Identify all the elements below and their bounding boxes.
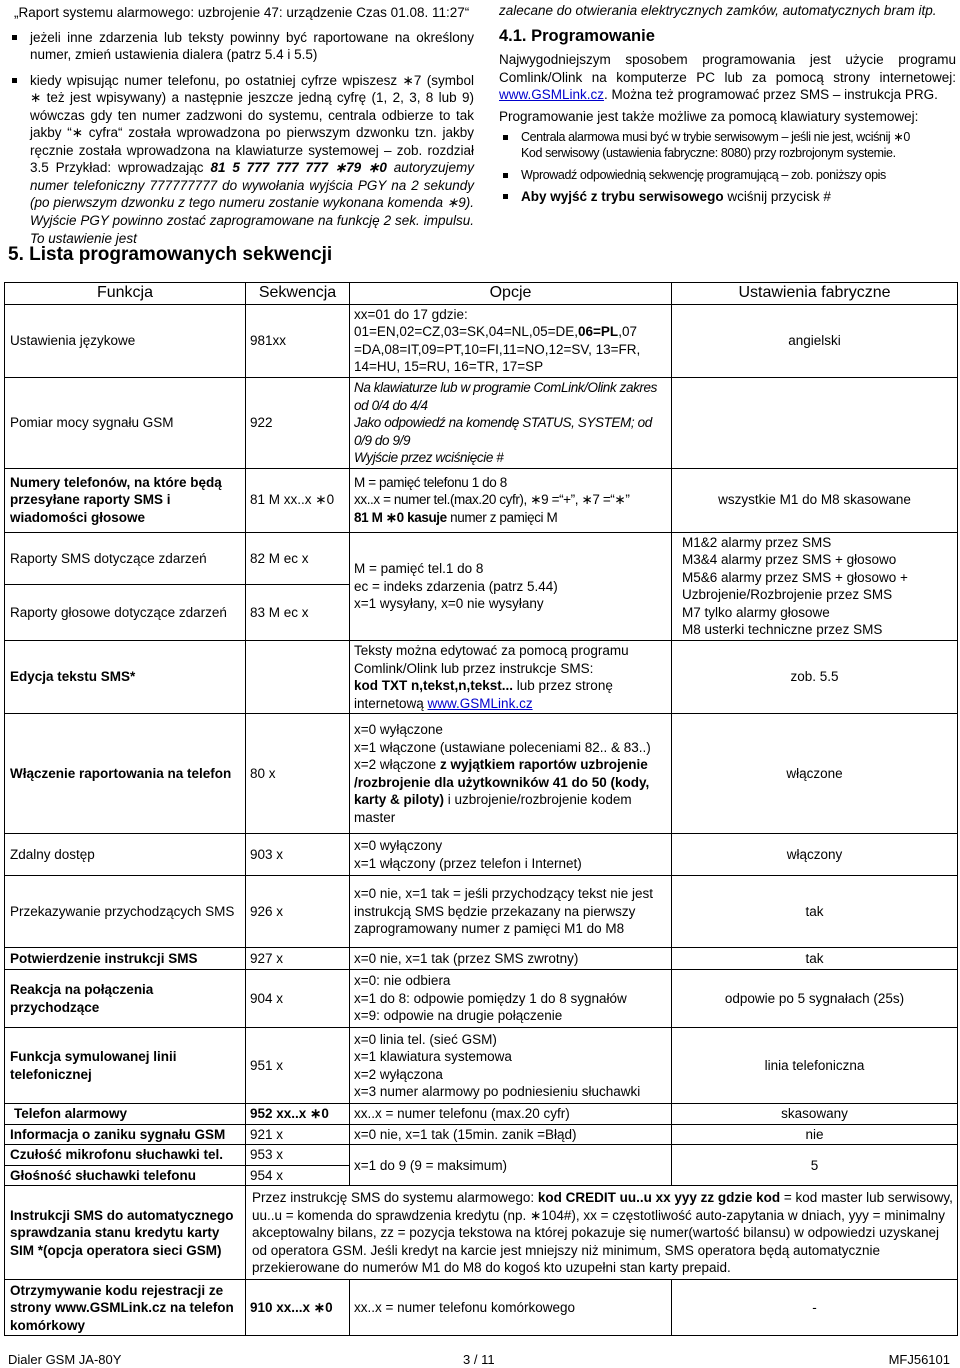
function-cell: Przekazywanie przychodzących SMS (5, 876, 246, 948)
factory-cell (672, 377, 958, 468)
table-row (5, 532, 958, 584)
option-line: x=0 wyłączone (354, 722, 443, 738)
table-header-row (5, 283, 958, 305)
table-row (5, 1124, 958, 1145)
sequence-cell: 81 M xx..x ∗0 (246, 468, 350, 532)
bullet-list (8, 29, 474, 248)
table-row (5, 468, 958, 532)
column-header: Ustawienia fabryczne (672, 283, 958, 305)
function-cell: Reakcja na połączenia przychodzące (5, 970, 246, 1028)
option-line: xx..x = numer tel.(max.20 cyfr), ∗9 =“+”, ∗7 =“∗” (354, 492, 630, 508)
right-column (499, 2, 956, 210)
sequences-table (4, 282, 958, 1336)
column-header: Sekwencja (246, 283, 350, 305)
example-code: 81 5 777 777 777 ∗79 ∗0 (210, 160, 387, 176)
section-title: 5. Lista programowanych sekwencji (8, 244, 333, 265)
footer-right: MFJ56101 (888, 1352, 950, 1367)
option-line: x=1 włączony (przez telefon i Internet) (354, 855, 582, 871)
options-cell (350, 377, 672, 468)
factory-cell: odpowie po 5 sygnałach (25s) (672, 970, 958, 1028)
factory-line: M1&2 alarmy przez SMS (682, 534, 832, 550)
sequence-cell: 953 x (246, 1145, 350, 1166)
option-line: Wyjście przez wciśnięcie # (354, 450, 504, 466)
factory-cell: 5 (672, 1145, 958, 1186)
function-cell: Czułość mikrofonu słuchawki tel. (5, 1145, 246, 1166)
function-cell: Zdalny dostęp (5, 834, 246, 876)
factory-line: M7 tylko alarmy głosowe (682, 604, 830, 620)
options-cell (350, 532, 672, 640)
paragraph: Programowanie jest także możliwe za pomocą klawiatury systemowej: (499, 108, 919, 124)
options-cell (350, 641, 672, 714)
option-line: x=1 włączone (ustawiane poleceniami 82.. & 83..) (354, 739, 651, 755)
list-item (499, 188, 956, 206)
paragraph-text: Najwygodniejszym sposobem programowania jest użycie programu Comlink/Olink na komputerze PC lub za pomocą strony internetowej: (499, 51, 956, 85)
factory-cell: tak (672, 876, 958, 948)
factory-cell (672, 532, 958, 640)
factory-cell: wszystkie M1 do M8 skasowane (672, 468, 958, 532)
option-line: x=2 włączone (354, 757, 440, 773)
function-cell: Edycja tekstu SMS* (5, 641, 246, 714)
table-row (5, 1104, 958, 1125)
sequence-cell: 80 x (246, 714, 350, 834)
footer-left: Dialer GSM JA-80Y (8, 1352, 122, 1367)
sequence-cell: 951 x (246, 1028, 350, 1104)
factory-cell: tak (672, 948, 958, 970)
sequence-cell (246, 641, 350, 714)
factory-line: M3&4 alarmy przez SMS + głosowo (682, 552, 897, 568)
column-header: Opcje (350, 283, 672, 305)
table-row (5, 970, 958, 1028)
function-cell: Potwierdzenie instrukcji SMS (5, 948, 246, 970)
continued-quote: „Raport systemu alarmowego: uzbrojenie 47: urządzenie Czas 01.08. 11:27“ (14, 5, 470, 20)
option-line: M = pamięć telefonu 1 do 8 (354, 474, 507, 490)
page-number: 3 / 11 (463, 1352, 495, 1367)
table-row (5, 714, 958, 834)
option-line: Przez instrukcję SMS do systemu alarmowego: (252, 1190, 538, 1205)
function-cell: Raporty głosowe dotyczące zdarzeń (5, 584, 246, 640)
function-cell: Głośność słuchawki telefonu (5, 1165, 246, 1186)
table-row (5, 1145, 958, 1166)
factory-cell: angielski (672, 304, 958, 377)
table-row (5, 948, 958, 970)
list-item-subtext: Kod serwisowy (ustawienia fabryczne: 8080) przy rozbrojonym systemie. (521, 146, 896, 161)
list-item-text: wciśnij przycisk # (723, 188, 831, 204)
factory-line: M8 usterki techniczne przez SMS (682, 622, 883, 638)
options-cell (350, 970, 672, 1028)
factory-cell: skasowany (672, 1104, 958, 1125)
option-line: numer z pamięci M (446, 509, 558, 525)
table-row (5, 641, 958, 714)
option-line-bold: kod CREDIT uu..u xx yyy zz gdzie kod (537, 1190, 781, 1205)
sequence-cell: 921 x (246, 1124, 350, 1145)
function-cell: Informacja o zaniku sygnału GSM (5, 1124, 246, 1145)
paragraph (499, 51, 956, 104)
gsmlink-link[interactable]: www.GSMLink.cz (499, 87, 605, 103)
continued-text: zalecane do otwierania elektrycznych zamków, automatycznych bram itp. (499, 3, 937, 18)
option-line: 01=EN,02=CZ,03=SK,04=NL,05=DE, (354, 324, 579, 340)
column-header: Funkcja (5, 283, 246, 305)
function-cell: Instrukcji SMS do automatycznego sprawdzania stanu kredytu karty SIM *(opcja operatora sieci GSM) (5, 1186, 246, 1280)
options-cell: xx..x = numer telefonu komórkowego (350, 1280, 672, 1336)
table-row (5, 304, 958, 377)
option-line: xx=01 do 17 gdzie: (354, 306, 468, 322)
factory-cell: zob. 5.5 (672, 641, 958, 714)
list-item-text: Centrala alarmowa musi być w trybie serwisowym – jeśli nie jest, wciśnij ∗0 (521, 130, 910, 145)
option-line: x=1 wysyłany, x=0 nie wysyłany (354, 596, 544, 612)
option-line: x=1 do 8: odpowie pomiędzy 1 do 8 sygnałów (354, 990, 627, 1006)
factory-line: M5&6 alarmy przez SMS + głosowo + Uzbrojenie/Rozbrojenie przez SMS (682, 569, 908, 603)
function-cell: Telefon alarmowy (5, 1104, 246, 1125)
option-line: x=0: nie odbiera (354, 973, 451, 989)
options-cell: x=1 do 9 (9 = maksimum) (350, 1145, 672, 1186)
option-line: lub przez stronę internetową (354, 678, 613, 711)
option-line: = kod master lub serwisowy, uu..u = komenda do sprawdzenia kredytu (np. ∗104#), xx = częstotliwość auto-zapytania w dniach, yyy = minimalny akceptowalny bilans, zz = pozycja tekstowa na które (252, 1190, 953, 1241)
left-column (8, 4, 474, 247)
sequence-cell: 954 x (246, 1165, 350, 1186)
function-cell: Funkcja symulowanej linii telefonicznej (5, 1028, 246, 1104)
table-row (5, 377, 958, 468)
option-line: x=2 wyłączona (354, 1066, 443, 1082)
factory-cell: linia telefoniczna (672, 1028, 958, 1104)
options-cell: x=0 nie, x=1 tak = jeśli przychodzący tekst nie jest instrukcją SMS będzie przekazany na pierwszy zaprogramowany numer z pamięci M1 do M8 (350, 876, 672, 948)
example-rest: autoryzujemy numer telefoniczny 777777777 do wywołania wyjścia PGY na 2 sekundy (po pierwszym dzwonku z tego numeru zostanie wykonana komenda ∗9). Wyjście PGY powinno zostać zaprogramowane na funkcję 2 sek. impulsu. To ustawienie jest (30, 160, 475, 246)
list-item-text: kiedy wpisując numer telefonu, po ostatniej cyfrze wpiszesz ∗7 (symbol ∗ też jest wpisywany) a następnie jeszcze jedną cyfrę (1, 2, 3, 8 lub 9) wówczas gdy ten numer zadzwoni do systemu, centrala odbierze to tak jakby “∗ cyfra“ została wprowadzona po pierwszym dzwonku tzn. jakby ręcznie została wprowadzona na klawiaturze systemowej – zob. rozdział 3.5 (30, 72, 474, 176)
option-line: ,07 =DA,08=IT,09=PT,10=FI,11=NO,12=SV, 13=FR, 14=HU, 15=RU, 16=TR, 17=SP (354, 324, 641, 375)
factory-cell: włączony (672, 834, 958, 876)
option-line: j pokazuje się numer(wartość bilansu) w odpowiedzi uzyskanej od operatora GSM. Jeśli kredyt na karcie jest mniejszy niż minimum, SMS operatora będą automatycznie przekierowane do numerów M1 do M8 do kogoś kto uzupełni stan karty prepaid. (252, 1225, 939, 1276)
options-cell (350, 714, 672, 834)
options-cell (350, 834, 672, 876)
sequence-cell: 903 x (246, 834, 350, 876)
option-line: x=1 klawiatura systemowa (354, 1049, 512, 1065)
sequence-cell: 83 M ec x (246, 584, 350, 640)
sequence-cell: 910 xx...x ∗0 (246, 1280, 350, 1336)
gsmlink-link[interactable]: www.GSMLink.cz (427, 695, 533, 711)
list-item-bold: Aby wyjść z trybu serwisowego (521, 188, 724, 204)
sequence-cell: 922 (246, 377, 350, 468)
function-cell: Numery telefonów, na które będą przesyłane raporty SMS i wiadomości głosowe (5, 468, 246, 532)
paragraph-text: . Można też programować przez SMS – instrukcja PRG. (604, 87, 938, 103)
option-line-bold: z wyjątkiem raportów uzbrojenie /rozbrojenie dla użytkowników 41 do 50 (kody, karty & piloty) (354, 757, 650, 808)
function-cell: Pomiar mocy sygnału GSM (5, 377, 246, 468)
table-row (5, 1028, 958, 1104)
sequence-cell: 927 x (246, 948, 350, 970)
options-cell (350, 304, 672, 377)
options-cell: x=0 nie, x=1 tak (przez SMS zwrotny) (350, 948, 672, 970)
options-cell (246, 1186, 958, 1280)
factory-cell: - (672, 1280, 958, 1336)
options-cell (350, 468, 672, 532)
option-line: ec = indeks zdarzenia (patrz 5.44) (354, 578, 558, 594)
option-line-bold: kod TXT n,tekst,n,tekst... (354, 678, 514, 694)
option-line: x=3 numer alarmowy po podniesieniu słuchawki (354, 1084, 641, 1100)
sequence-cell: 981xx (246, 304, 350, 377)
function-cell: Włączenie raportowania na telefon (5, 714, 246, 834)
factory-cell: włączone (672, 714, 958, 834)
list-item (499, 129, 956, 162)
options-cell: xx..x = numer telefonu (max.20 cyfr) (350, 1104, 672, 1125)
table-row (5, 834, 958, 876)
list-item: jeżeli inne zdarzenia lub teksty powinny być raportowane na określony numer, zmień ustawienia dialera (patrz 5.4 i 5.5) (8, 29, 474, 64)
table-row (5, 1186, 958, 1280)
subsection-heading: 4.1. Programowanie (499, 26, 655, 45)
example-lead: Przykład: wprowadzając (48, 160, 211, 176)
option-line: x=0 linia tel. (sieć GSM) (354, 1031, 497, 1047)
function-cell: Ustawienia językowe (5, 304, 246, 377)
option-line-bold: 06=PL (578, 324, 619, 340)
table-row (5, 1280, 958, 1336)
function-cell: Raporty SMS dotyczące zdarzeń (5, 532, 246, 584)
function-cell: Otrzymywanie kodu rejestracji ze strony www.GSMLink.cz na telefon komórkowy (5, 1280, 246, 1336)
list-item: Wprowadź odpowiednią sekwencję programującą – zob. poniższy opis (499, 167, 956, 183)
option-line: M = pamięć tel.1 do 8 (354, 561, 484, 577)
option-line: x=0 wyłączony (354, 838, 443, 854)
option-line-bold: 81 M ∗0 kasuje (354, 509, 447, 525)
option-line: Jako odpowiedź na komendę STATUS, SYSTEM; od 0/9 do 9/9 (354, 415, 652, 448)
table-row (5, 876, 958, 948)
option-line: x=9: odpowie na drugie połączenie (354, 1008, 563, 1024)
option-line: i uzbrojenie/rozbrojenie kodem master (354, 792, 632, 825)
list-item (8, 72, 474, 247)
options-cell: x=0 nie, x=1 tak (15min. zanik =Błąd) (350, 1124, 672, 1145)
sequence-cell: 904 x (246, 970, 350, 1028)
bullet-list (499, 129, 956, 205)
sequence-cell: 952 xx..x ∗0 (246, 1104, 350, 1125)
options-cell (350, 1028, 672, 1104)
sequence-cell: 82 M ec x (246, 532, 350, 584)
factory-cell: nie (672, 1124, 958, 1145)
option-line: Teksty można edytować za pomocą programu Comlink/Olink lub przez instrukcje SMS: (354, 643, 629, 676)
option-line: Na klawiaturze lub w programie ComLink/Olink zakres od 0/4 do 4/4 (354, 379, 657, 413)
sequence-cell: 926 x (246, 876, 350, 948)
